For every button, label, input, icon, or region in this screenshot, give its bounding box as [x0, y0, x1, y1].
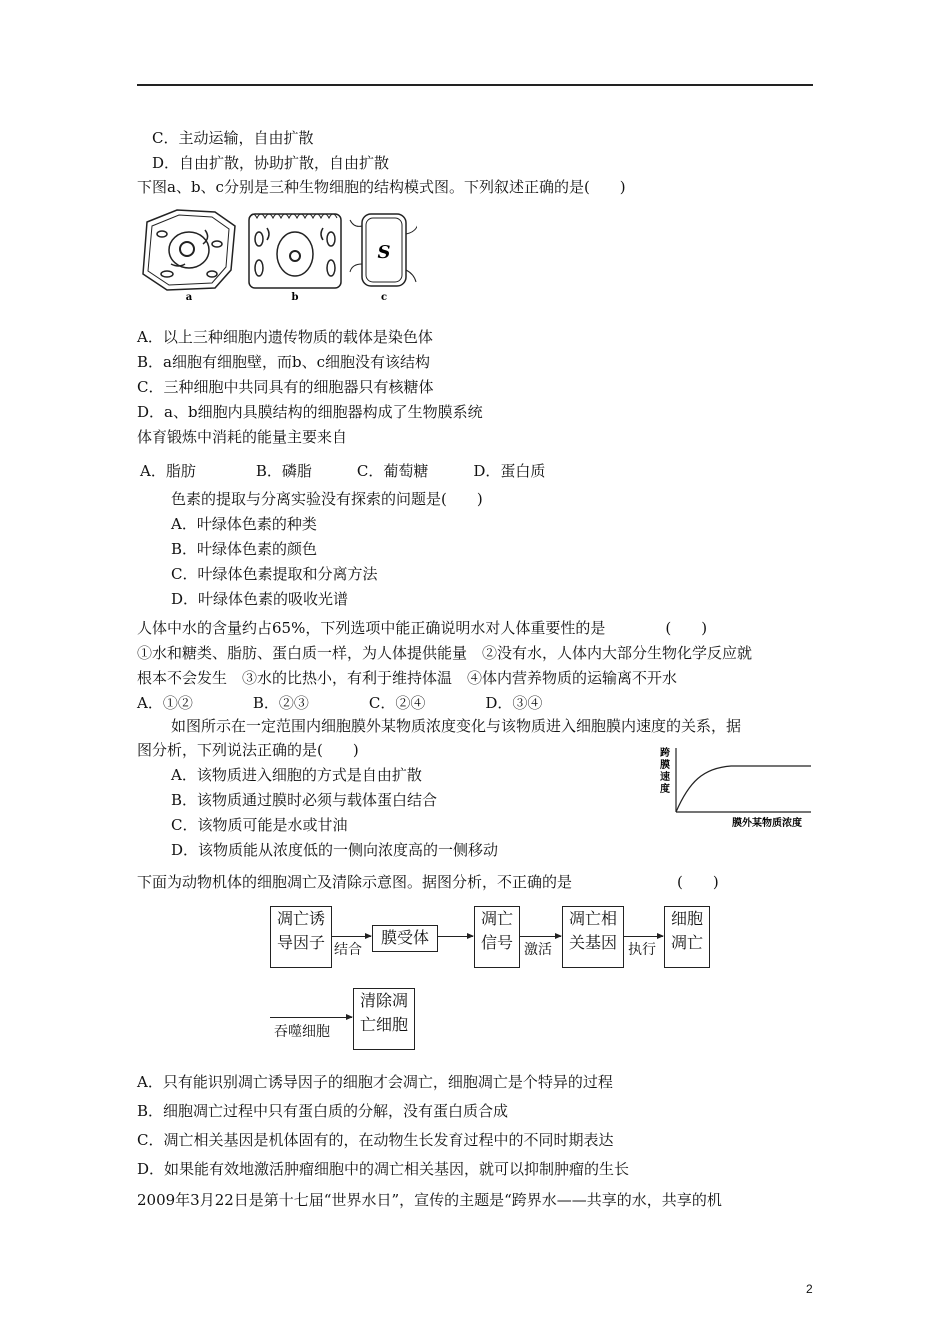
arrow-5: [270, 1017, 352, 1018]
graph-ylabel-4: 度: [660, 784, 670, 795]
animal-cell-b: [249, 214, 341, 288]
q5-option-c: C．该物质可能是水或甘油: [171, 816, 348, 834]
box-inducer: [270, 906, 332, 968]
page-number: 2: [806, 1282, 813, 1296]
box-inducer-line2: 导因子: [276, 933, 325, 952]
box-signal: [474, 906, 520, 968]
arrow-3: [519, 936, 561, 937]
graph-xlabel: 膜外某物质浓度: [732, 818, 802, 829]
q3-option-c: C．叶绿体色素提取和分离方法: [171, 565, 378, 583]
graph-ylabel-1: 跨: [660, 748, 670, 759]
label-combine: 结合: [334, 942, 362, 958]
label-c-glyph: S: [377, 242, 391, 263]
q6-option-b: B．细胞凋亡过程中只有蛋白质的分解，没有蛋白质合成: [137, 1102, 509, 1120]
box-signal-line2: 信号: [480, 933, 513, 952]
question-pigment: 色素的提取与分离实验没有探索的问题是( ): [171, 490, 483, 508]
option-c-line: C．主动运输，自由扩散: [152, 129, 314, 147]
q6-option-a: A．只有能识别凋亡诱导因子的细胞才会凋亡，细胞凋亡是个特异的过程: [137, 1073, 613, 1091]
label-phagocyte: 吞噬细胞: [274, 1024, 330, 1040]
q3-option-a: A．叶绿体色素的种类: [171, 515, 317, 533]
question-water: 人体中水的含量约占65%，下列选项中能正确说明水对人体重要性的是 ( ): [137, 619, 708, 637]
label-a: a: [185, 292, 193, 302]
box-inducer-line1: 凋亡诱: [276, 909, 325, 928]
label-activate: 激活: [524, 942, 552, 958]
q1-option-c: C．三种细胞中共同具有的细胞器只有核糖体: [137, 378, 434, 396]
question-transport-2: 图分析，下列说法正确的是( ): [137, 741, 359, 759]
label-execute: 执行: [628, 942, 656, 958]
question-energy: 体育锻炼中消耗的能量主要来自: [137, 428, 348, 446]
option-d-line: D．自由扩散，协助扩散，自由扩散: [152, 154, 390, 172]
q4-statements-2: 根本不会发生 ③水的比热小，有利于维持体温 ④体内营养物质的运输离不开水: [137, 669, 678, 687]
q4-options: A．①② B．②③ C．②④ D．③④: [137, 694, 543, 712]
question-transport-1: 如图所示在一定范围内细胞膜外某物质浓度变化与该物质进入细胞膜内速度的关系，据: [171, 717, 742, 735]
q6-option-c: C．凋亡相关基因是机体固有的，在动物生长发育过程中的不同时期表达: [137, 1131, 614, 1149]
arrow-2: [437, 936, 473, 937]
q1-option-d: D．a、b细胞内具膜结构的细胞器构成了生物膜系统: [137, 403, 483, 421]
box-clearance-line2: 亡细胞: [359, 1015, 408, 1034]
header-rule: [137, 84, 813, 86]
arrow-4: [623, 936, 663, 937]
apoptosis-flow-diagram: [250, 900, 730, 1060]
q3-option-d: D．叶绿体色素的吸收光谱: [171, 590, 349, 608]
q5-option-b: B．该物质通过膜时必须与载体蛋白结合: [171, 791, 438, 809]
box-genes: [562, 906, 624, 968]
box-receptor: 膜受体: [372, 925, 438, 952]
box-clearance-line1: 清除凋: [359, 991, 408, 1010]
graph-ylabel-2: 膜: [660, 760, 670, 771]
box-apoptosis: [664, 906, 710, 968]
cell-diagram-figure: [137, 204, 417, 302]
q5-option-d: D．该物质能从浓度低的一侧向浓度高的一侧移动: [171, 841, 499, 859]
arrow-1: [331, 936, 371, 937]
box-apoptosis-line1: 细胞: [670, 909, 703, 928]
q3-option-b: B．叶绿体色素的颜色: [171, 540, 318, 558]
q6-option-d: D．如果能有效地激活肿瘤细胞中的凋亡相关基因，就可以抑制肿瘤的生长: [137, 1160, 630, 1178]
question-water-day: 2009年3月22日是第十七届“世界水日”，宣传的主题是“跨界水——共享的水，共享的机: [137, 1191, 722, 1209]
box-genes-line2: 关基因: [568, 933, 617, 952]
question-cells: 下图a、b、c分别是三种生物细胞的结构模式图。下列叙述正确的是( ): [137, 178, 626, 196]
q1-option-a: A．以上三种细胞内遗传物质的载体是染色体: [137, 328, 433, 346]
box-clearance: [353, 988, 415, 1050]
box-apoptosis-line2: 凋亡: [670, 933, 703, 952]
q4-statements-1: ①水和糖类、脂肪、蛋白质一样，为人体提供能量 ②没有水，人体内大部分生物化学反应就: [137, 644, 753, 662]
q2-options: A．脂肪 B．磷脂 C．葡萄糖 D．蛋白质: [140, 462, 546, 480]
q5-option-a: A．该物质进入细胞的方式是自由扩散: [171, 766, 422, 784]
graph-ylabel-3: 速: [660, 772, 670, 783]
transport-rate-graph: [655, 744, 815, 832]
q1-option-b: B．a细胞有细胞壁，而b、c细胞没有该结构: [137, 353, 430, 371]
question-apoptosis: 下面为动物机体的细胞凋亡及清除示意图。据图分析，不正确的是 ( ): [137, 873, 719, 891]
box-signal-line1: 凋亡: [480, 909, 513, 928]
label-b: b: [291, 292, 299, 302]
label-c: c: [380, 292, 388, 302]
box-genes-line1: 凋亡相: [568, 909, 617, 928]
plant-cell-a: [143, 210, 235, 290]
